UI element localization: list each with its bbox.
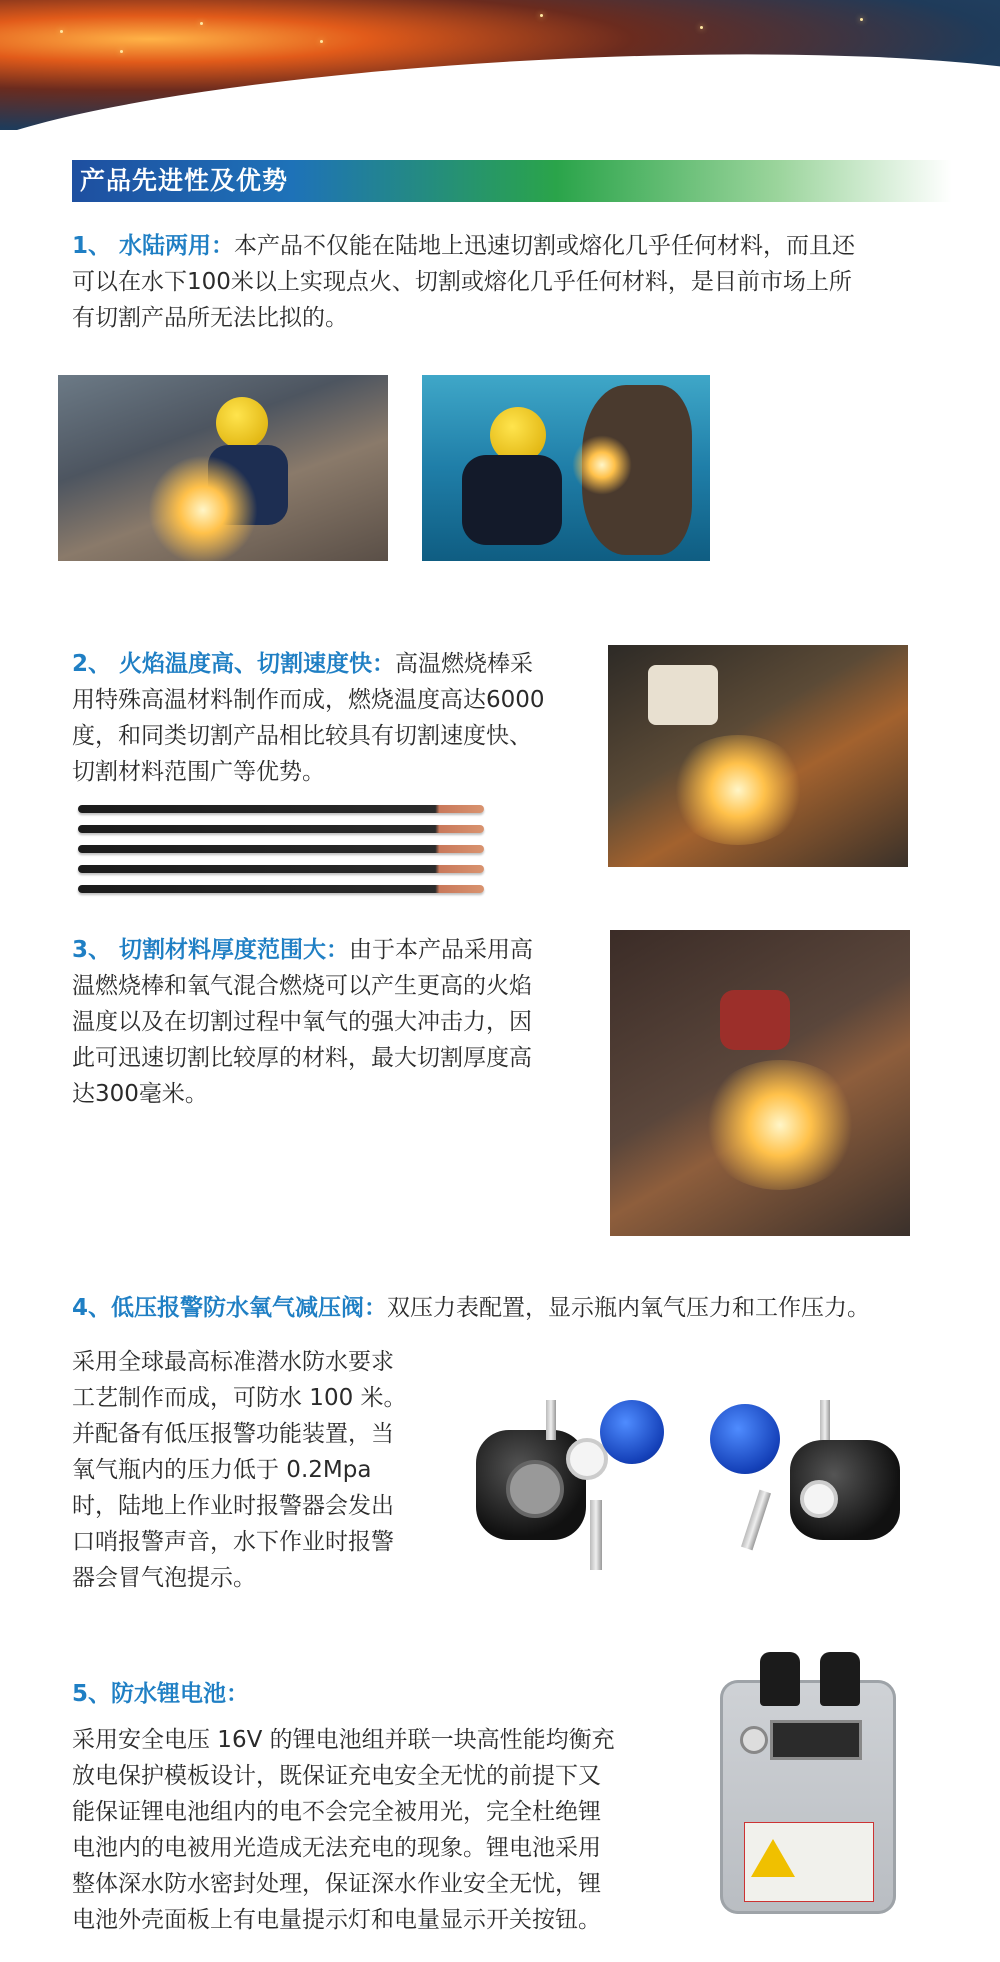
- pressure-regulator-image-left: [470, 1390, 670, 1580]
- item-3-line: 此可迅速切割比较厚的材料，最大切割厚度高: [72, 1045, 532, 1071]
- section-title: 产品先进性及优势: [80, 166, 289, 195]
- item-2-line: 高温燃烧棒采: [395, 651, 534, 677]
- item-3-line: 温度以及在切割过程中氧气的强大冲击力，因: [72, 1009, 532, 1035]
- lithium-battery-image: [720, 1680, 896, 1914]
- item-1: [72, 228, 952, 336]
- item-4-line: 并配备有低压报警功能装置，当: [72, 1421, 394, 1447]
- item-3: [72, 932, 592, 1112]
- item-1-heading: 1、 水陆两用：: [72, 233, 235, 259]
- item-5: [72, 1676, 672, 1712]
- item-3-line: 由于本产品采用高: [349, 937, 534, 963]
- item-2-heading: 2、 火焰温度高、切割速度快：: [72, 651, 396, 677]
- item-4-line: 氧气瓶内的压力低于 0.2Mpa: [72, 1457, 372, 1483]
- underwater-cutting-photo: [422, 375, 710, 561]
- item-4-intro: [72, 1290, 972, 1326]
- header-banner-image: [0, 0, 1000, 130]
- item-5-line: 放电保护模板设计，既保证充电安全无忧的前提下又: [72, 1763, 601, 1789]
- item-5-body: [72, 1722, 692, 1938]
- item-2-line: 切割材料范围广等优势。: [72, 759, 325, 785]
- item-4-line: 口哨报警声音，水下作业时报警: [72, 1529, 394, 1555]
- item-4-line: 采用全球最高标准潜水防水要求: [72, 1349, 394, 1375]
- item-5-line: 电池外壳面板上有电量提示灯和电量显示开关按钮。: [72, 1907, 601, 1933]
- item-4-heading: 4、低压报警防水氧气减压阀：: [72, 1295, 388, 1321]
- item-4-body: [72, 1344, 472, 1596]
- item-1-line: 可以在水下100米以上实现点火、切割或熔化几乎任何材料，是目前市场上所: [72, 269, 852, 295]
- item-2-line: 度，和同类切割产品相比较具有切割速度快、: [72, 723, 532, 749]
- item-3-line: 温燃烧棒和氧气混合燃烧可以产生更高的火焰: [72, 973, 532, 999]
- item-5-heading: 5、防水锂电池：: [72, 1681, 250, 1707]
- item-4-intro-text: 双压力表配置，显示瓶内氧气压力和工作压力。: [387, 1295, 871, 1321]
- item-1-line: 有切割产品所无法比拟的。: [72, 305, 348, 331]
- item-1-line: 本产品不仅能在陆地上迅速切割或熔化几乎任何材料，而且还: [234, 233, 856, 259]
- item-3-line: 达300毫米。: [72, 1081, 208, 1107]
- cutting-sparks-photo: [608, 645, 908, 867]
- item-4-line: 器会冒气泡提示。: [72, 1565, 256, 1591]
- item-4-line: 工艺制作而成，可防水 100 米。: [72, 1385, 407, 1411]
- item-3-heading: 3、 切割材料厚度范围大：: [72, 937, 350, 963]
- item-5-line: 能保证锂电池组内的电不会完全被用光，完全杜绝锂: [72, 1799, 601, 1825]
- item-4-line: 时，陆地上作业时报警器会发出: [72, 1493, 394, 1519]
- thick-material-cutting-photo: [610, 930, 910, 1236]
- item-5-line: 采用安全电压 16V 的锂电池组并联一块高性能均衡充: [72, 1727, 615, 1753]
- item-5-line: 整体深水防水密封处理，保证深水作业安全无忧，锂: [72, 1871, 601, 1897]
- land-cutting-photo: [58, 375, 388, 561]
- item-2-line: 用特殊高温材料制作而成，燃烧温度高达6000: [72, 687, 545, 713]
- item-5-line: 电池内的电被用光造成无法充电的现象。锂电池采用: [72, 1835, 601, 1861]
- item-2: [72, 646, 592, 790]
- pressure-regulator-image-right: [700, 1390, 910, 1580]
